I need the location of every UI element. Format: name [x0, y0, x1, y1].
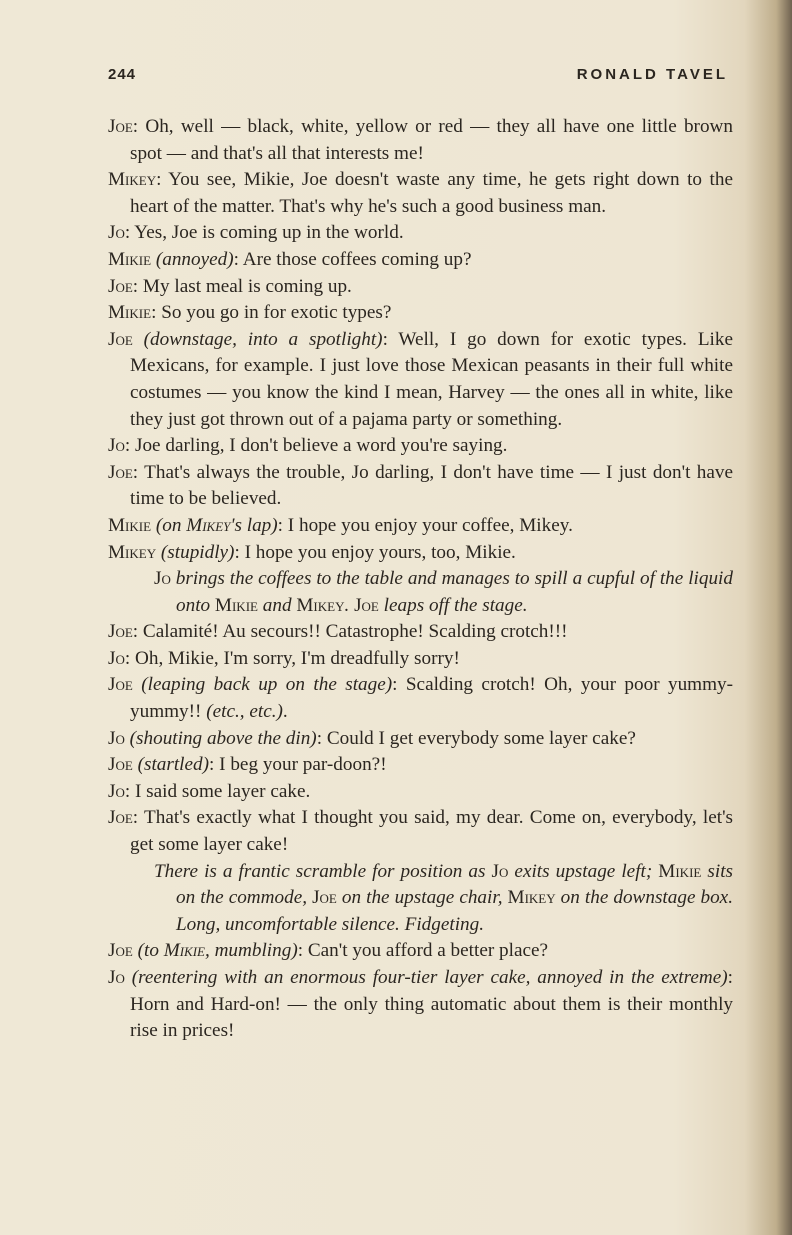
speaker: Mikie [108, 248, 152, 270]
speech: : Joe darling, I don't believe a word you're saying. [124, 435, 508, 457]
speech: : Horn and Hard-on! — the only thing automatic about them is their monthly rise in prices! [130, 967, 734, 1042]
speech: : I hope you enjoy yours, too, Mikie. [234, 541, 516, 563]
dialogue-line [108, 726, 733, 753]
character-name: Joe [354, 594, 379, 616]
dialogue-line [108, 513, 733, 540]
speaker: Joe [108, 674, 133, 696]
stage-direction-name: Mikey [186, 514, 231, 536]
stage-direction-name: Mikie [163, 940, 205, 962]
speech: : I beg your par-doon?! [209, 754, 387, 776]
speaker: Jo [108, 222, 125, 244]
stage-direction: (leaping back up on the stage) [141, 674, 393, 696]
stage-direction: (stupidly) [160, 541, 235, 563]
character-name: Mikey [296, 594, 345, 616]
dialogue-line [108, 752, 733, 779]
script-text [108, 114, 733, 1045]
dialogue-line [108, 672, 733, 725]
stage-direction-block [108, 566, 733, 619]
speech: : I said some layer cake. [124, 780, 311, 802]
character-name: Mikie [658, 860, 702, 882]
speech: : Well, I go down for exotic types. Like Mexicans, for example. I just love those Mexican peasants in their full white costumes — you know the kind I mean, Harvey — the ones all in white, like they just got thrown out of a pajama party or something. [130, 328, 734, 430]
dialogue-line [108, 327, 733, 433]
stage-direction-part: (on [155, 514, 182, 536]
speech: : Could I get everybody some layer cake? [316, 727, 636, 749]
stage-text: on the upstage chair, [336, 887, 508, 909]
page-header [108, 66, 728, 90]
stage-text: brings the coffees to the table and manages to spill a cupful of the liquid onto [170, 568, 733, 616]
stage-direction: (shouting above the din) [129, 727, 317, 749]
speech: . [282, 701, 288, 723]
dialogue-line [108, 433, 733, 460]
dialogue-line [108, 805, 733, 858]
speaker: Jo [108, 435, 125, 457]
dialogue-line [108, 274, 733, 301]
stage-direction: (etc., etc.) [206, 701, 283, 723]
character-name: Mikie [214, 594, 258, 616]
stage-direction: (downstage, into a spotlight) [143, 328, 383, 350]
dialogue-line [108, 114, 733, 167]
stage-direction [156, 515, 278, 536]
speech: : Are those coffees coming up? [233, 248, 472, 270]
speech: : Oh, well — black, white, yellow or red — they all have one little brown spot — and that's all that interests me! [130, 116, 733, 164]
stage-text: There is a frantic scramble for position as [154, 860, 492, 882]
dialogue-line [108, 460, 733, 513]
stage-direction-block [108, 859, 733, 939]
speech: : You see, Mikie, Joe doesn't waste any time, he gets right down to the heart of the matter. That's why he's such a good business man. [130, 169, 733, 217]
dialogue-line [108, 965, 733, 1045]
speech: : Scalding crotch! Oh, your poor yummy-yummy!! [130, 674, 734, 723]
page-number: 244 [108, 66, 137, 83]
speech: : My last meal is coming up. [132, 275, 352, 297]
stage-text: on the downstage box. Long, uncomfortable silence. Fidgeting. [176, 887, 733, 935]
running-head: RONALD TAVEL [576, 66, 728, 83]
stage-direction-part: 's lap) [230, 514, 278, 536]
speaker: Jo [108, 727, 125, 749]
dialogue-line [108, 300, 733, 327]
stage-text: and [257, 594, 297, 616]
dialogue-line [108, 540, 733, 567]
speaker: Joe [108, 275, 133, 297]
dialogue-line [108, 646, 733, 673]
speaker: Joe [108, 621, 133, 643]
character-name: Joe [312, 887, 337, 909]
speaker: Joe [108, 754, 133, 776]
character-name: Mikey [507, 887, 556, 909]
stage-direction-part: , mumbling) [204, 940, 298, 962]
stage-direction: (reentering with an enormous four-tier layer cake, annoyed in the extreme) [131, 967, 728, 988]
dialogue-line [108, 619, 733, 646]
speech: : Oh, Mikie, I'm sorry, I'm dreadfully sorry! [124, 647, 460, 669]
speech: : Can't you afford a better place? [297, 940, 549, 962]
speech: : Calamité! Au secours!! Catastrophe! Scalding crotch!!! [132, 621, 568, 643]
speaker: Mikie [108, 514, 152, 536]
stage-text: . [344, 594, 355, 616]
speech: : That's always the trouble, Jo darling, I don't have time — I just don't have time to be believed. [130, 461, 733, 510]
stage-text: sits on the commode, [176, 860, 733, 909]
speaker: Mikey [108, 541, 157, 563]
speaker: Joe [108, 461, 133, 483]
speaker: Jo [108, 967, 125, 988]
speaker: Joe [108, 940, 133, 962]
stage-direction: (annoyed) [155, 248, 234, 270]
speech: : I hope you enjoy your coffee, Mikey. [277, 514, 573, 536]
character-name: Jo [154, 568, 171, 590]
dialogue-line [108, 167, 733, 220]
speaker: Joe [108, 328, 133, 350]
stage-direction [138, 940, 298, 961]
stage-text: leaps off the stage. [378, 594, 528, 616]
speaker: Joe [108, 116, 133, 137]
dialogue-line [108, 938, 733, 965]
stage-direction-part: (to [137, 940, 159, 962]
dialogue-line [108, 220, 733, 247]
speaker: Joe [108, 807, 133, 829]
dialogue-line [108, 247, 733, 274]
stage-text: exits upstage left; [508, 860, 659, 882]
stage-direction: (startled) [137, 754, 210, 776]
speech: : That's exactly what I thought you said, my dear. Come on, everybody, let's get some layer cake! [130, 807, 733, 856]
speaker: Jo [108, 647, 125, 669]
speaker: Mikie [108, 302, 152, 324]
dialogue-line [108, 779, 733, 806]
speech: : So you go in for exotic types? [151, 302, 392, 324]
speaker: Mikey [108, 169, 157, 191]
speech: : Yes, Joe is coming up in the world. [124, 222, 404, 244]
speaker: Jo [108, 780, 125, 802]
character-name: Jo [491, 860, 509, 882]
